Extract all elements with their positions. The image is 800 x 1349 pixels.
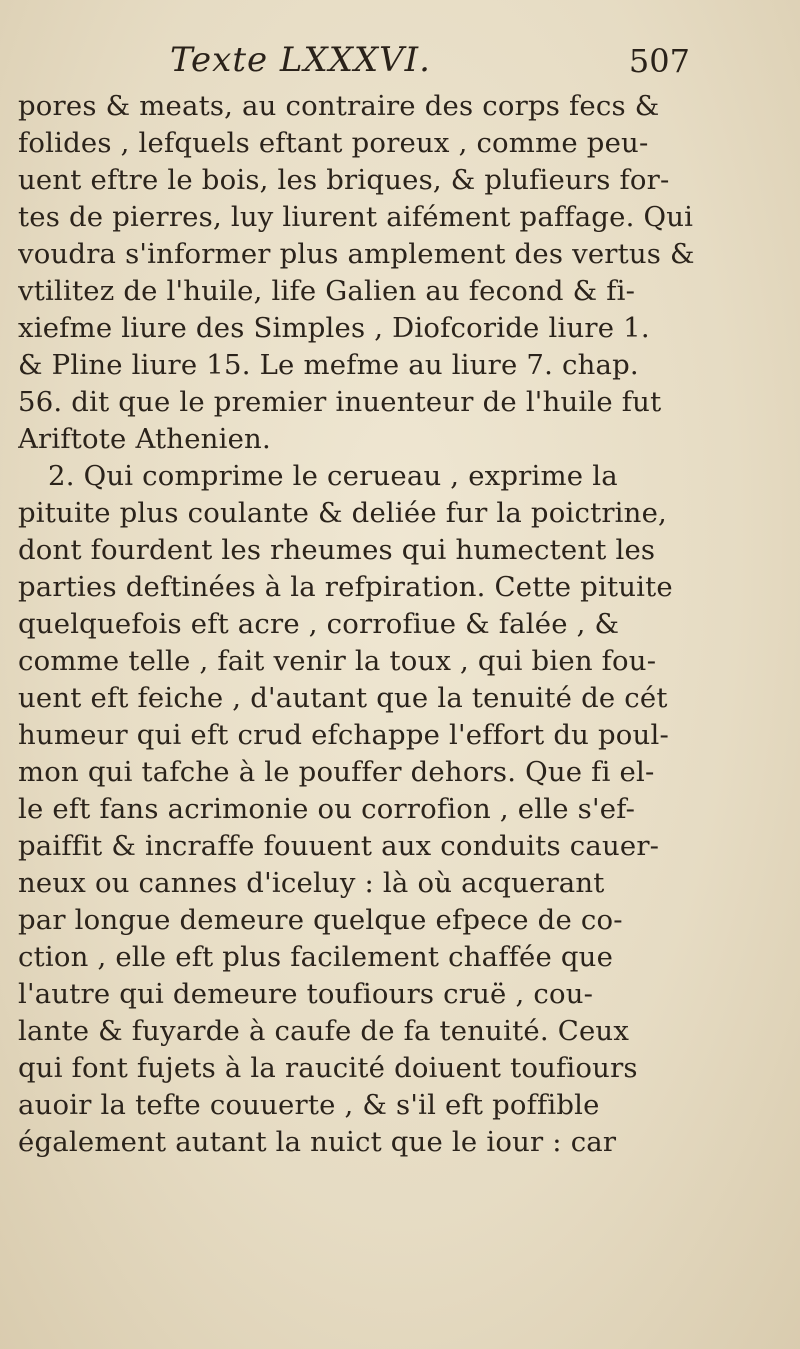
running-title: Texte LXXXVI.	[170, 40, 431, 80]
text-line: également autant la nuict que le iour : car	[18, 1126, 617, 1158]
text-line: uent eftre le bois, les briques, & plufieurs for-	[18, 164, 670, 196]
text-line: comme telle , fait venir la toux , qui bien fou-	[18, 645, 657, 677]
text-line: neux ou cannes d'iceluy : là où acquerant	[18, 867, 605, 899]
text-line: mon qui tafche à le pouffer dehors. Que fi el-	[18, 756, 655, 788]
text-line: parties deftinées à la refpiration. Cette pituite	[18, 571, 673, 603]
text-line: xiefme liure des Simples , Diofcoride liure 1.	[18, 312, 650, 344]
text-line: auoir la tefte couuerte , & s'il eft poffible	[18, 1089, 600, 1121]
text-line: Ariftote Athenien.	[18, 423, 271, 455]
text-line: quelquefois eft acre , corrofiue & falée , &	[18, 608, 620, 640]
text-line: vtilitez de l'huile, life Galien au fecond & fi-	[18, 275, 636, 307]
text-line: par longue demeure quelque efpece de co-	[18, 904, 623, 936]
text-line: voudra s'informer plus amplement des vertus &	[18, 238, 695, 270]
text-line: tes de pierres, luy liurent aifément paffage. Qui	[18, 201, 694, 233]
text-line: paiffit & incraffe fouuent aux conduits cauer-	[18, 830, 660, 862]
text-line: pituite plus coulante & deliée fur la poictrine,	[18, 497, 667, 529]
text-line: folides , lefquels eftant poreux , comme peu-	[18, 127, 649, 159]
text-line: 2. Qui comprime le cerueau , exprime la	[48, 460, 618, 492]
text-line: dont fourdent les rheumes qui humectent les	[18, 534, 656, 566]
text-line: humeur qui eft crud efchappe l'effort du poul-	[18, 719, 669, 751]
text-line: qui font fujets à la raucité doiuent toufiours	[18, 1052, 638, 1084]
text-line: lante & fuyarde à caufe de fa tenuité. Ceux	[18, 1015, 630, 1047]
text-line: l'autre qui demeure toufiours cruë , cou-	[18, 978, 594, 1010]
text-line: & Pline liure 15. Le mefme au liure 7. chap.	[18, 349, 639, 381]
page-number: 507	[628, 42, 690, 80]
text-line: ction , elle eft plus facilement chaffée que	[18, 941, 614, 973]
page-header	[170, 40, 690, 90]
text-line: pores & meats, au contraire des corps fecs &	[18, 90, 660, 122]
text-line: 56. dit que le premier inuenteur de l'huile fut	[18, 386, 662, 418]
text-line: uent eft feiche , d'autant que la tenuité de cét	[18, 682, 668, 714]
text-line: le eft fans acrimonie ou corrofion , elle s'ef-	[18, 793, 636, 825]
body-text	[18, 88, 788, 1161]
